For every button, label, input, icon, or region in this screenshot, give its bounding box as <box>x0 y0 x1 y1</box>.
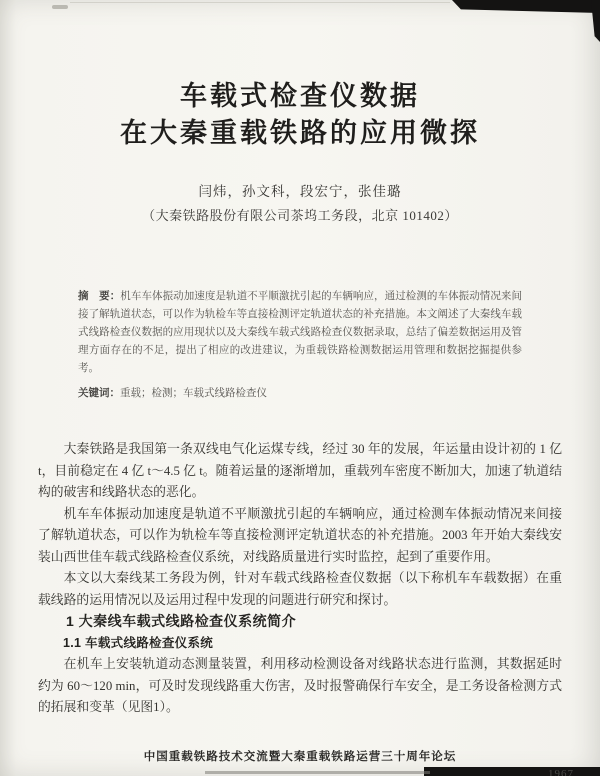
body-paragraph-2: 机车车体振动加速度是轨道不平顺激扰引起的车辆响应，通过检测车体振动情况来间接了解轨道状态，可以作为轨检车等直接检测评定轨道状态的补充措施。2003 年开始大秦线安装山西世佳车载式线路检查仪系统，对线路质量进行实时监控，起到了重要作用。 <box>38 506 562 564</box>
abstract-label: 摘 要： <box>78 291 121 302</box>
abstract-paragraph <box>78 288 522 378</box>
keywords-line <box>78 385 522 403</box>
paper-title <box>0 78 600 152</box>
page-number: 1967 <box>548 768 574 776</box>
body-text <box>38 439 562 719</box>
authors-line: 闫炜，孙文科，段宏宁，张佳璐 <box>198 184 402 199</box>
body-paragraph-1: 大秦铁路是我国第一条双线电气化运煤专线，经过 30 年的发展，年运量由设计初的 1 亿 t，目前稳定在 4 亿 t～4.5 亿 t。随着运量的逐渐增加，重载列车密度不断加大，加速了轨道结构的破害和线路状态的恶化。 <box>38 442 562 499</box>
paper-title-line2: 在大秦重载铁路的应用微探 <box>120 118 480 148</box>
abstract-text: 机车车体振动加速度是轨道不平顺激扰引起的车辆响应，通过检测的车体振动情况来间接了解轨道状态，可以作为轨检车等直接检测评定轨道状态的补充措施。本文阐述了大秦线车载式线路检查仪数据的应用现状以及大秦线车载式线路检查仪数据录取，总结了偏差数据运用及管理方面存在的不足，提出了相应的改进建议，为重载铁路检测数据运用管理和数据挖掘提供参考。 <box>78 291 523 374</box>
affiliation-line: （大秦铁路股份有限公司茶坞工务段，北京 101402） <box>142 208 458 223</box>
footer-conference-title: 中国重载铁路技术交流暨大秦重载铁路运营三十周年论坛 <box>143 751 457 763</box>
keywords-text: 重载；检测；车载式线路检查仪 <box>120 388 267 399</box>
scan-artifact-bottom-line <box>205 771 430 774</box>
paper-title-line1: 车载式检查仪数据 <box>180 81 420 111</box>
section-1-1-text: 在机车上安装轨道动态测量装置，利用移动检测设备对线路状态进行监测，其数据延时约为 60～120 min，可及时发现线路重大伤害，及时报警确保行车安全，是工务设备检测方式的拓展和变革（见图1）。 <box>38 657 562 714</box>
body-paragraph-3: 本文以大秦线某工务段为例，针对车载式线路检查仪数据（以下称机车车载数据）在重载线路的运用情况以及运用过程中发现的问题进行研究和探讨。 <box>38 571 562 607</box>
section-1-1-heading: 1.1 车载式线路检查仪系统 <box>63 635 214 650</box>
section-1-heading: 1 大秦线车载式线路检查仪系统简介 <box>66 613 297 629</box>
keywords-label: 关键词： <box>78 388 120 399</box>
abstract-block <box>78 288 522 403</box>
